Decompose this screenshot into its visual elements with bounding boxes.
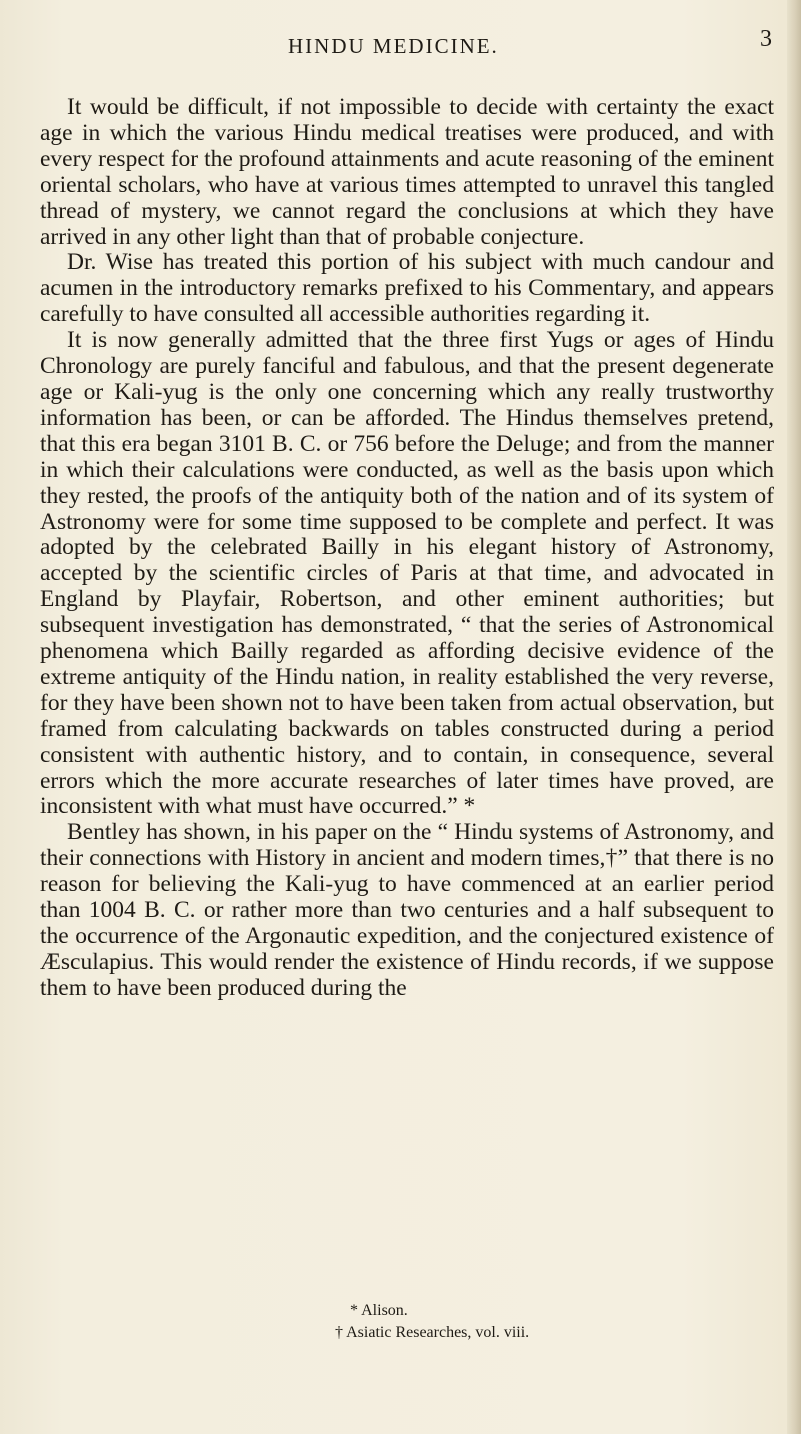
page-number: 3 [760, 26, 772, 52]
running-head [0, 24, 801, 64]
footnote: * Alison. [350, 1302, 408, 1319]
footnote: † Asiatic Researches, vol. viii. [335, 1324, 530, 1341]
body-text [40, 95, 774, 1002]
paragraph: Dr. Wise has treated this portion of his subject with much candour and acumen in the introductory remarks prefixed to his Commentary, and appears carefully to have consulted all accessible authorities regarding it. [40, 249, 774, 328]
running-title: HINDU MEDICINE. [288, 34, 499, 58]
page-edge-shadow [787, 0, 801, 1434]
paragraph: It is now generally admitted that the three first Yugs or ages of Hindu Chronology are purely fanciful and fabulous, and that the present degenerate age or Kali-yug is the only one concerning which any really trustworthy information has been, or can be afforded. The Hindus themselves pretend, that this era began 3101 B. C. or 756 before the Deluge; and from the manner in which their calculations were conducted, as well as the basis upon which they rested, the proofs of the antiquity both of the nation and of its system of Astronomy were for some time supposed to be complete and perfect. It was adopted by the celebrated Bailly in his elegant history of Astronomy, accepted by the scientific circles of Paris at that time, and advocated in England by Playfair, Robertson, and other eminent authorities; but subsequent investigation has demonstrated, “ that the series of Astronomical phenomena which Bailly regarded as affording decisive evidence of the extreme antiquity of the Hindu nation, in reality established the very reverse, for they have been shown not to have been taken from actual observation, but framed from calculating backwards on tables constructed during a period consistent with authentic history, and to contain, in consequence, several errors which the more accurate researches of later times have proved, are inconsistent with what must have occurred.” * [40, 327, 774, 820]
paragraph: It would be difficult, if not impossible to decide with certainty the exact age in which the various Hindu medical treatises were produced, and with every respect for the profound attainments and acute reasoning of the eminent oriental scholars, who have at various times attempted to unravel this tangled thread of mystery, we cannot regard the conclusions at which they have arrived in any other light than that of probable conjecture. [40, 94, 774, 250]
footnotes [40, 1300, 774, 1344]
paragraph: Bentley has shown, in his paper on the “ Hindu systems of Astronomy, and their connections with History in ancient and modern times,†” that there is no reason for believing the Kali-yug to have commenced at an earlier period than 1004 B. C. or rather more than two centuries and a half subsequent to the occurrence of the Argonautic expedition, and the conjectured existence of Æsculapius. This would render the existence of Hindu records, if we suppose them to have been produced during the [40, 819, 774, 1001]
